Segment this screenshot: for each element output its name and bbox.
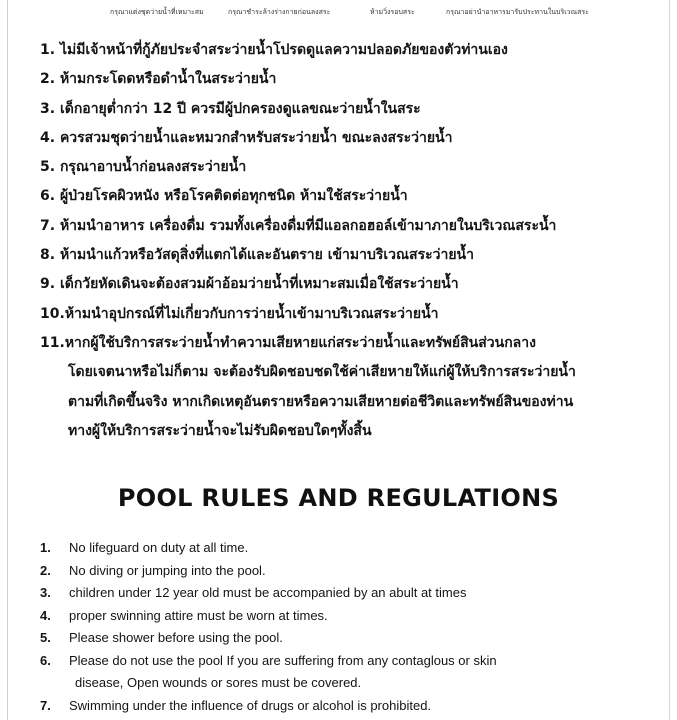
thai-rule-text: ห้ามนำอุปกรณ์ที่ไม่เกี่ยวกับการว่ายน้ำเข้ามาบริเวณสระว่ายน้ำ: [64, 305, 439, 322]
english-rule-item: 3. children under 12 year old must be accompanied by an abult at times: [40, 585, 467, 600]
thai-rule-text: ห้ามนำอาหาร เครื่องดื่ม รวมทั้งเครื่องดื่มที่มีแอลกอฮอล์เข้ามาภายในบริเวณสระน้ำ: [59, 217, 557, 234]
thai-rule-text: กรุณาอาบน้ำก่อนลงสระว่ายน้ำ: [59, 159, 247, 176]
header-strip-item: กรุณาชำระล้างร่างกายก่อนลงสระ: [228, 8, 331, 16]
thai-rule-item: 2. ห้ามกระโดดหรือดำน้ำในสระว่ายน้ำ: [40, 71, 277, 88]
thai-rule-item: 5. กรุณาอาบน้ำก่อนลงสระว่ายน้ำ: [40, 159, 247, 176]
header-strip-item: ห้ามวิ่งรอบสระ: [370, 8, 415, 16]
page-border-right: [669, 0, 670, 720]
thai-rule-item: 11.หากผู้ใช้บริการสระว่ายน้ำทำความเสียหายแก่สระว่ายน้ำและทรัพย์สินส่วนกลาง: [40, 334, 536, 351]
thai-rule-text: ห้ามกระโดดหรือดำน้ำในสระว่ายน้ำ: [59, 71, 277, 88]
english-rule-text: No lifeguard on duty at all time.: [69, 540, 249, 555]
thai-rule-text: เด็กวัยหัดเดินจะต้องสวมผ้าอ้อมว่ายน้ำที่เหมาะสมเมื่อใช้สระว่ายน้ำ: [59, 276, 459, 293]
english-rules-list: [40, 537, 650, 717]
english-rule-item: 2. No diving or jumping into the pool.: [40, 562, 266, 578]
thai-rule-text: ควรสวมชุดว่ายน้ำและหมวกสำหรับสระว่ายน้ำ ขณะลงสระว่ายน้ำ: [59, 129, 453, 146]
english-rule-item: 5. Please shower before using the pool.: [40, 630, 283, 645]
thai-rule-text: ผู้ป่วยโรคผิวหนัง หรือโรคติดต่อทุกชนิด ห้ามใช้สระว่ายน้ำ: [59, 188, 408, 205]
english-rule-text-continued: disease, Open wounds or sores must be covered.: [75, 675, 362, 690]
thai-rule-item: 4. ควรสวมชุดว่ายน้ำและหมวกสำหรับสระว่ายน้ำ ขณะลงสระว่ายน้ำ: [40, 129, 453, 146]
english-title: POOL RULES AND REGULATIONS: [117, 484, 560, 512]
thai-rule-text: ห้ามนำแก้วหรือวัสดุสิ่งที่แตกได้และอันตราย เข้ามาบริเวณสระว่ายน้ำ: [59, 247, 474, 264]
page-border-left: [7, 0, 8, 720]
english-rule-item: 1. No lifeguard on duty at all time.: [40, 540, 249, 555]
thai-rule-item: 9. เด็กวัยหัดเดินจะต้องสวมผ้าอ้อมว่ายน้ำที่เหมาะสมเมื่อใช้สระว่ายน้ำ: [40, 276, 459, 293]
header-strip-item: กรุณาอย่านำอาหารมารับประทานในบริเวณสระ: [446, 8, 589, 16]
english-rule-text: Please do not use the pool If you are suffering from any contaglous or skin: [69, 652, 497, 668]
english-rule-item: 7. Swimming under the influence of drugs or alcohol is prohibited.: [40, 697, 432, 713]
english-rule-item: 4. proper swinning attire must be worn at times.: [40, 607, 328, 623]
english-rule-text: children under 12 year old must be accompanied by an abult at times: [69, 585, 467, 600]
english-rule-text: Please shower before using the pool.: [69, 630, 283, 645]
english-rule-text: proper swinning attire must be worn at times.: [69, 607, 328, 623]
thai-rule-item: 10.ห้ามนำอุปกรณ์ที่ไม่เกี่ยวกับการว่ายน้ำเข้ามาบริเวณสระว่ายน้ำ: [40, 305, 439, 322]
thai-rule-text: ไม่มีเจ้าหน้าที่กู้ภัยประจำสระว่ายน้ำโปรดดูแลความปลอดภัยของตัวท่านเอง: [59, 42, 508, 58]
english-rule-text: No diving or jumping into the pool.: [69, 562, 266, 578]
thai-rule-continuation: โดยเจตนาหรือไม่ก็ตาม จะต้องรับผิดชอบชดใช้ค่าเสียหายให้แก่ผู้ให้บริการสระว่ายน้ำ: [68, 364, 576, 381]
thai-rule-item: 3. เด็กอายุต่ำกว่า 12 ปี ควรมีผู้ปกครองดูแลขณะว่ายน้ำในสระ: [40, 100, 421, 117]
thai-rule-continuation: ทางผู้ให้บริการสระว่ายน้ำจะไม่รับผิดชอบใดๆทั้งสิ้น: [68, 422, 372, 439]
english-rule-text: Swimming under the influence of drugs or alcohol is prohibited.: [69, 697, 432, 713]
thai-rule-continuation: ตามที่เกิดขึ้นจริง หากเกิดเหตุอันตรายหรือความเสียหายต่อชีวิตและทรัพย์สินของท่าน: [68, 393, 574, 410]
thai-rule-text: หากผู้ใช้บริการสระว่ายน้ำทำความเสียหายแก่สระว่ายน้ำและทรัพย์สินส่วนกลาง: [64, 334, 536, 351]
header-strip: [0, 7, 677, 19]
thai-rule-item: 6. ผู้ป่วยโรคผิวหนัง หรือโรคติดต่อทุกชนิด ห้ามใช้สระว่ายน้ำ: [40, 188, 408, 205]
thai-rule-text: เด็กอายุต่ำกว่า 12 ปี ควรมีผู้ปกครองดูแลขณะว่ายน้ำในสระ: [59, 100, 421, 117]
thai-rule-item: 1. ไม่มีเจ้าหน้าที่กู้ภัยประจำสระว่ายน้ำโปรดดูแลความปลอดภัยของตัวท่านเอง: [40, 42, 508, 58]
thai-rules-list: [40, 38, 640, 448]
english-rule-item: 6. Please do not use the pool If you are suffering from any contaglous or skin disease, Open wounds or sores must be covered.: [40, 650, 650, 695]
header-strip-item: กรุณาแต่งชุดว่ายน้ำที่เหมาะสม: [110, 8, 204, 16]
thai-rule-item: 7. ห้ามนำอาหาร เครื่องดื่ม รวมทั้งเครื่องดื่มที่มีแอลกอฮอล์เข้ามาภายในบริเวณสระน้ำ: [40, 217, 557, 234]
thai-rule-item: 8. ห้ามนำแก้วหรือวัสดุสิ่งที่แตกได้และอันตราย เข้ามาบริเวณสระว่ายน้ำ: [40, 247, 474, 264]
